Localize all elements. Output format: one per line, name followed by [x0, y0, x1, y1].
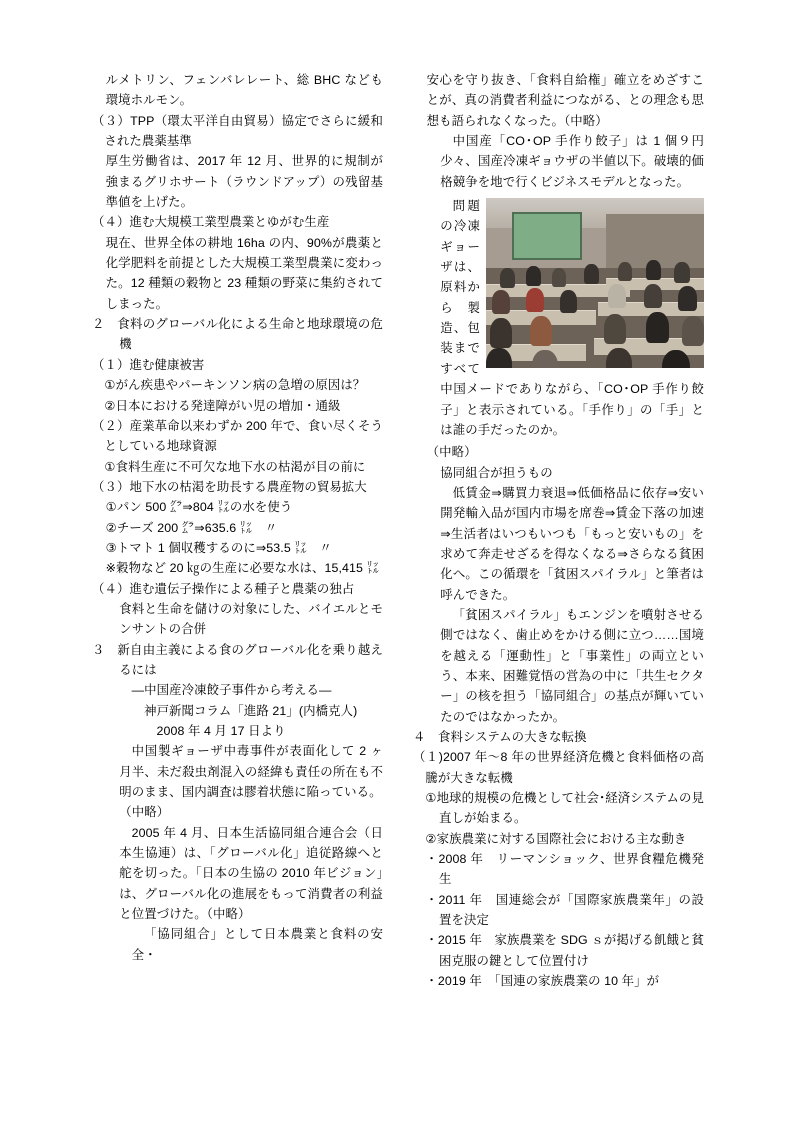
photo-attendee [644, 284, 662, 308]
paragraph: ②チーズ 200 ㌘⇒635.6 ㍑ 〃 [105, 520, 278, 535]
photo-attendee [560, 290, 577, 313]
paragraph: 問題の冷凍ギョーザは、原料から製造、包装まですべて中国メードでありながら、「CO･OP 手作り餃子」と表示されている。「手作り」の「手」とは誰の手だったのか。 [440, 199, 704, 437]
paragraph: （１）進む健康被害 [92, 357, 205, 372]
paragraph: ①パン 500 ㌘⇒804 ㍑の水を使う [105, 500, 293, 515]
figure-caption: （中略） [426, 445, 477, 460]
photo-attendee [492, 290, 510, 314]
paragraph: 「協同組合」として日本農業と食料の安全・ [131, 927, 383, 962]
paragraph: ②家族農業に対する国際社会における主な動き [425, 831, 687, 846]
paragraph: （４）進む遺伝子操作による種子と農薬の独占 [92, 581, 355, 596]
paragraph: ルメトリン、フェンバレレート、総 BHC なども環境ホルモン。 [105, 73, 383, 108]
paragraph: ①地球的規模の危機として社会･経済システムの見直しが始まる。 [425, 791, 704, 826]
right-column [413, 70, 704, 1063]
photo-attendee [606, 348, 632, 368]
photo-attendee [526, 288, 544, 312]
paragraph: 協同組合が担うもの [440, 465, 553, 480]
paragraph: ①食料生産に不可欠な地下水の枯渇が目の前に [104, 459, 366, 474]
paragraph: ※穀物など 20 ㎏の生産に必要な水は、15,415 ㍑ [105, 561, 380, 576]
left-column [92, 70, 383, 1063]
list-item: ・2019 年 「国連の家族農業の 10 年」が [425, 974, 660, 989]
paragraph: 厚生労働省は、2017 年 12 月、世界的に規制が強まるグリホサート（ラウンドアップ）の残留基準値を上げた。 [105, 154, 383, 210]
photo-attendee [682, 316, 704, 346]
paragraph: 安心を守り抜き、「食料自給権」確立をめざすことが、真の消費者利益につながる、との理念も思想も語られなくなった。（中略） [426, 73, 704, 128]
paragraph: ①がん疾患やパーキンソン病の急増の原因は？ [104, 378, 366, 393]
photo-attendee [618, 262, 632, 281]
photo-attendee [646, 312, 669, 343]
figure-wrapper [413, 196, 704, 440]
photo-attendee [678, 286, 697, 311]
paragraph: 「貧困スパイラル」もエンジンを噴射させる側ではなく、歯止めをかける側に立つ……国境を越える「運動性」と「事業性」の両立という、本来、困難覚悟の営為の中に「共生セクター」の核を担う「協同組合」の基点が輝いていたのではなかったか。 [440, 607, 704, 724]
photo-attendee [486, 348, 512, 368]
lecture-room-photo [486, 198, 704, 368]
list-item: ・2008 年 リーマンショック、世界食糧危機発生 [425, 852, 704, 887]
paragraph: 中国産「CO･OP 手作り餃子」は 1 個９円少々、国産冷凍ギョウザの半値以下。破壊的価格競争を地で行くビジネスモデルとなった。 [440, 134, 704, 189]
photo-attendee [500, 268, 515, 288]
paragraph: （２）産業革命以来わずか 200 年で、食い尽くそうとしている地球資源 [92, 418, 383, 454]
list-item: ・2011 年 国連総会が「国際家族農業年」の設置を決定 [425, 892, 704, 928]
paragraph: ③トマト 1 個収穫するのに⇒53.5 ㍑ 〃 [105, 540, 332, 555]
paragraph: ―中国産冷凍餃子事件から考える― [131, 683, 332, 698]
photo-attendee [604, 314, 626, 344]
paragraph: 中国製ギョーザ中毒事件が表面化して 2 ヶ月半、未だ殺虫剤混入の経緯も責任の所在も不明のまま、国内調査は膠着状態に陥っている。 [119, 744, 383, 800]
photo-attendee [530, 316, 552, 346]
photo-attendee [584, 264, 599, 284]
paragraph: 現在、世界全体の耕地 16ha の内、90%が農薬と化学肥料を前提とした大規模工業型農業に変わった。12 種類の穀物と 23 種類の野菜に集約されてしまった。 [105, 235, 383, 311]
section-heading: ４ 食料システムの大きな転換 [413, 730, 587, 744]
paragraph: （１)2007 年～8 年の世界経済危機と食料価格の高騰が大きな転機 [413, 750, 704, 785]
section-heading: ３ 新自由主義による食のグローバル化を乗り越えるには [92, 642, 383, 677]
paragraph: （３）TPP（環太平洋自由貿易）協定でさらに緩和された農薬基準 [92, 113, 383, 149]
paragraph: 2005 年 4 月、日本生活協同組合連合会（日本生協連）は、「グローバル化」追従路線へと舵を切った。「日本の生協の 2010 年ビジョン」は、グローバル化の進展をもって消費者の利益と位置づけた。（中略） [119, 825, 383, 922]
list-item: ・2015 年 家族農業を SDG ｓが掲げる飢餓と貧困克服の鍵として位置付け [425, 933, 704, 968]
photo-attendee [608, 284, 626, 308]
photo-attendee [490, 318, 512, 348]
paragraph: 神戸新聞コラム「進路 21」(内橋克人) [144, 703, 358, 718]
section-heading: ２ 食料のグローバル化による生命と地球環境の危機 [92, 317, 383, 352]
photo-attendee [552, 268, 566, 287]
paragraph: 低賃金⇒購買力衰退⇒低価格品に依存⇒安い開発輸入品が国内市場を席巻⇒賃金下落の加速⇒生活者はいつもいつも「もっと安いもの」を求めて奔走せざるを得なくなる⇒さらなる貧困化へ。この循環を「貧困スパイラル」と筆者は呼んできた。 [440, 485, 704, 602]
photo-projection-screen [512, 212, 582, 260]
photo-attendee [674, 262, 690, 283]
paragraph: 2008 年 4 月 17 日より [156, 724, 286, 738]
photo-attendee [646, 260, 661, 280]
photo-attendee [526, 266, 541, 286]
paragraph: 食料と生命を儲けの対象にした、バイエルとモンサントの合併 [119, 601, 383, 637]
two-column-layout [92, 70, 732, 1063]
paragraph: （中略） [119, 805, 170, 820]
paragraph: （３）地下水の枯渇を助長する農産物の貿易拡大 [92, 479, 367, 494]
paragraph: （４）進む大規模工業型農業とゆがむ生産 [92, 215, 330, 230]
paragraph: ②日本における発達障がい児の増加・通級 [104, 398, 341, 413]
